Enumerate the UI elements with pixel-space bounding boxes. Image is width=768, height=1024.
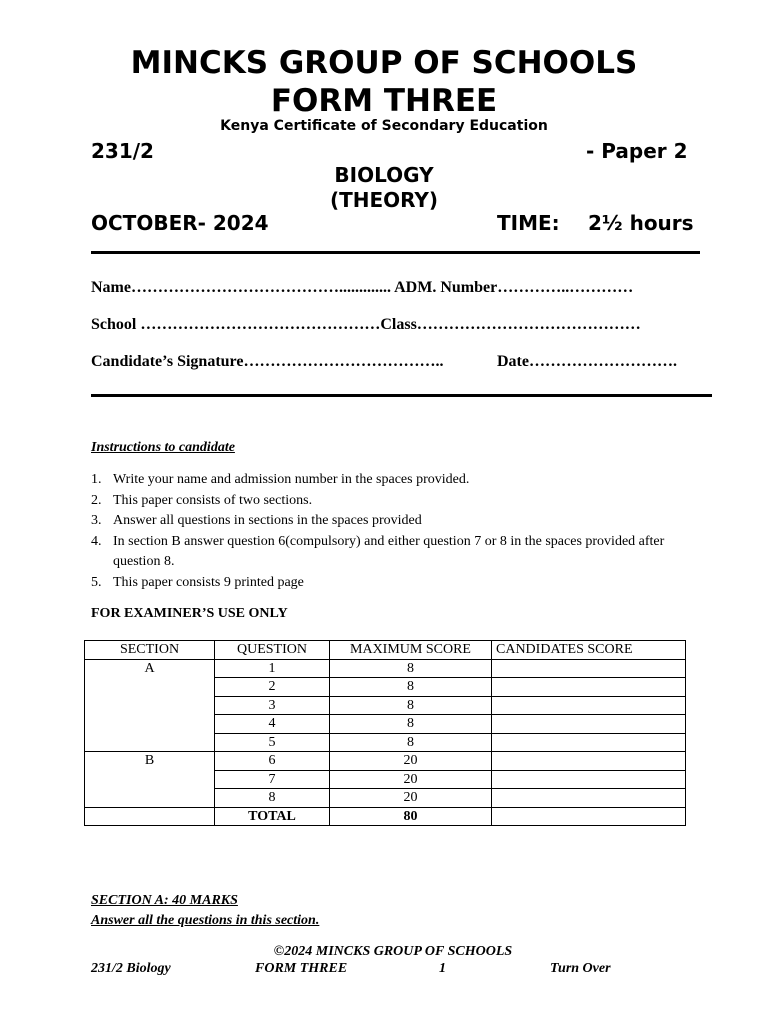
question-cell: 2 <box>215 678 330 697</box>
instruction-item: 2. This paper consists of two sections. <box>91 492 313 508</box>
exam-name: Kenya Certificate of Secondary Education <box>220 118 548 134</box>
name-adm-field[interactable]: Name…………………………………............. ADM. Number…………..………… <box>91 279 634 296</box>
fields-divider <box>91 394 712 397</box>
question-cell: 5 <box>215 733 330 752</box>
footer-form: FORM THREE <box>255 961 348 976</box>
header-candidate-score: CANDIDATES SCORE <box>492 641 686 660</box>
total-value: 80 <box>330 807 492 826</box>
section-b-cell: B <box>85 752 215 808</box>
max-score-cell: 8 <box>330 659 492 678</box>
section-a-instruction: Answer all the questions in this section. <box>91 913 320 928</box>
question-cell: 7 <box>215 770 330 789</box>
score-table <box>84 640 686 826</box>
exam-date: OCTOBER- 2024 <box>91 211 269 235</box>
header-max-score: MAXIMUM SCORE <box>330 641 492 660</box>
candidate-score-cell[interactable] <box>492 659 686 678</box>
paper-number: - Paper 2 <box>586 139 688 163</box>
candidate-score-cell[interactable] <box>492 678 686 697</box>
max-score-cell: 8 <box>330 715 492 734</box>
table-row <box>85 752 686 771</box>
question-cell: 3 <box>215 696 330 715</box>
section-a-cell: A <box>85 659 215 752</box>
max-score-cell: 8 <box>330 696 492 715</box>
question-cell: 4 <box>215 715 330 734</box>
instructions-title: Instructions to candidate <box>91 440 235 455</box>
examiner-title: FOR EXAMINER’S USE ONLY <box>91 606 288 621</box>
subject-title: BIOLOGY <box>334 163 434 187</box>
form-title: FORM THREE <box>270 83 498 119</box>
school-name: MINCKS GROUP OF SCHOOLS <box>130 45 638 81</box>
time-label: TIME: <box>497 211 560 235</box>
max-score-cell: 20 <box>330 770 492 789</box>
instruction-item: 5. This paper consists 9 printed page <box>91 574 304 590</box>
header-section: SECTION <box>85 641 215 660</box>
question-cell: 1 <box>215 659 330 678</box>
section-a-title: SECTION A: 40 MARKS <box>91 893 238 908</box>
max-score-cell: 8 <box>330 733 492 752</box>
header-question: QUESTION <box>215 641 330 660</box>
footer-copyright: ©2024 MINCKS GROUP OF SCHOOLS <box>273 944 513 959</box>
time-value: 2½ hours <box>588 211 694 235</box>
candidate-score-cell[interactable] <box>492 789 686 808</box>
empty-cell <box>85 807 215 826</box>
table-row <box>85 659 686 678</box>
instruction-item: 1. Write your name and admission number in the spaces provided. <box>91 472 470 487</box>
subject-subtitle: (THEORY) <box>329 188 439 212</box>
school-class-field[interactable]: School ………………………………………Class…………………………………… <box>91 316 641 333</box>
candidate-score-cell[interactable] <box>492 715 686 734</box>
candidate-total-cell[interactable] <box>492 807 686 826</box>
instructions-list <box>91 470 691 593</box>
instruction-item: 4. In section B answer question 6(compulsory) and either question 7 or 8 in the spaces provided after question 8. <box>91 533 665 569</box>
footer-page-number: 1 <box>439 961 446 976</box>
candidate-score-cell[interactable] <box>492 770 686 789</box>
total-label: TOTAL <box>215 807 330 826</box>
candidate-score-cell[interactable] <box>492 696 686 715</box>
candidate-score-cell[interactable] <box>492 733 686 752</box>
signature-field[interactable]: Candidate’s Signature……………………………….. <box>91 353 444 370</box>
table-total-row <box>85 807 686 826</box>
max-score-cell: 20 <box>330 752 492 771</box>
max-score-cell: 20 <box>330 789 492 808</box>
question-cell: 6 <box>215 752 330 771</box>
question-cell: 8 <box>215 789 330 808</box>
table-header-row <box>85 641 686 660</box>
candidate-score-cell[interactable] <box>492 752 686 771</box>
instruction-item: 3. Answer all questions in sections in the spaces provided <box>91 513 422 528</box>
header-divider <box>91 251 700 254</box>
date-field[interactable]: Date………………………. <box>497 353 677 370</box>
footer-code: 231/2 Biology <box>91 961 171 976</box>
max-score-cell: 8 <box>330 678 492 697</box>
footer-turn-over: Turn Over <box>550 961 611 976</box>
paper-code: 231/2 <box>91 139 154 163</box>
